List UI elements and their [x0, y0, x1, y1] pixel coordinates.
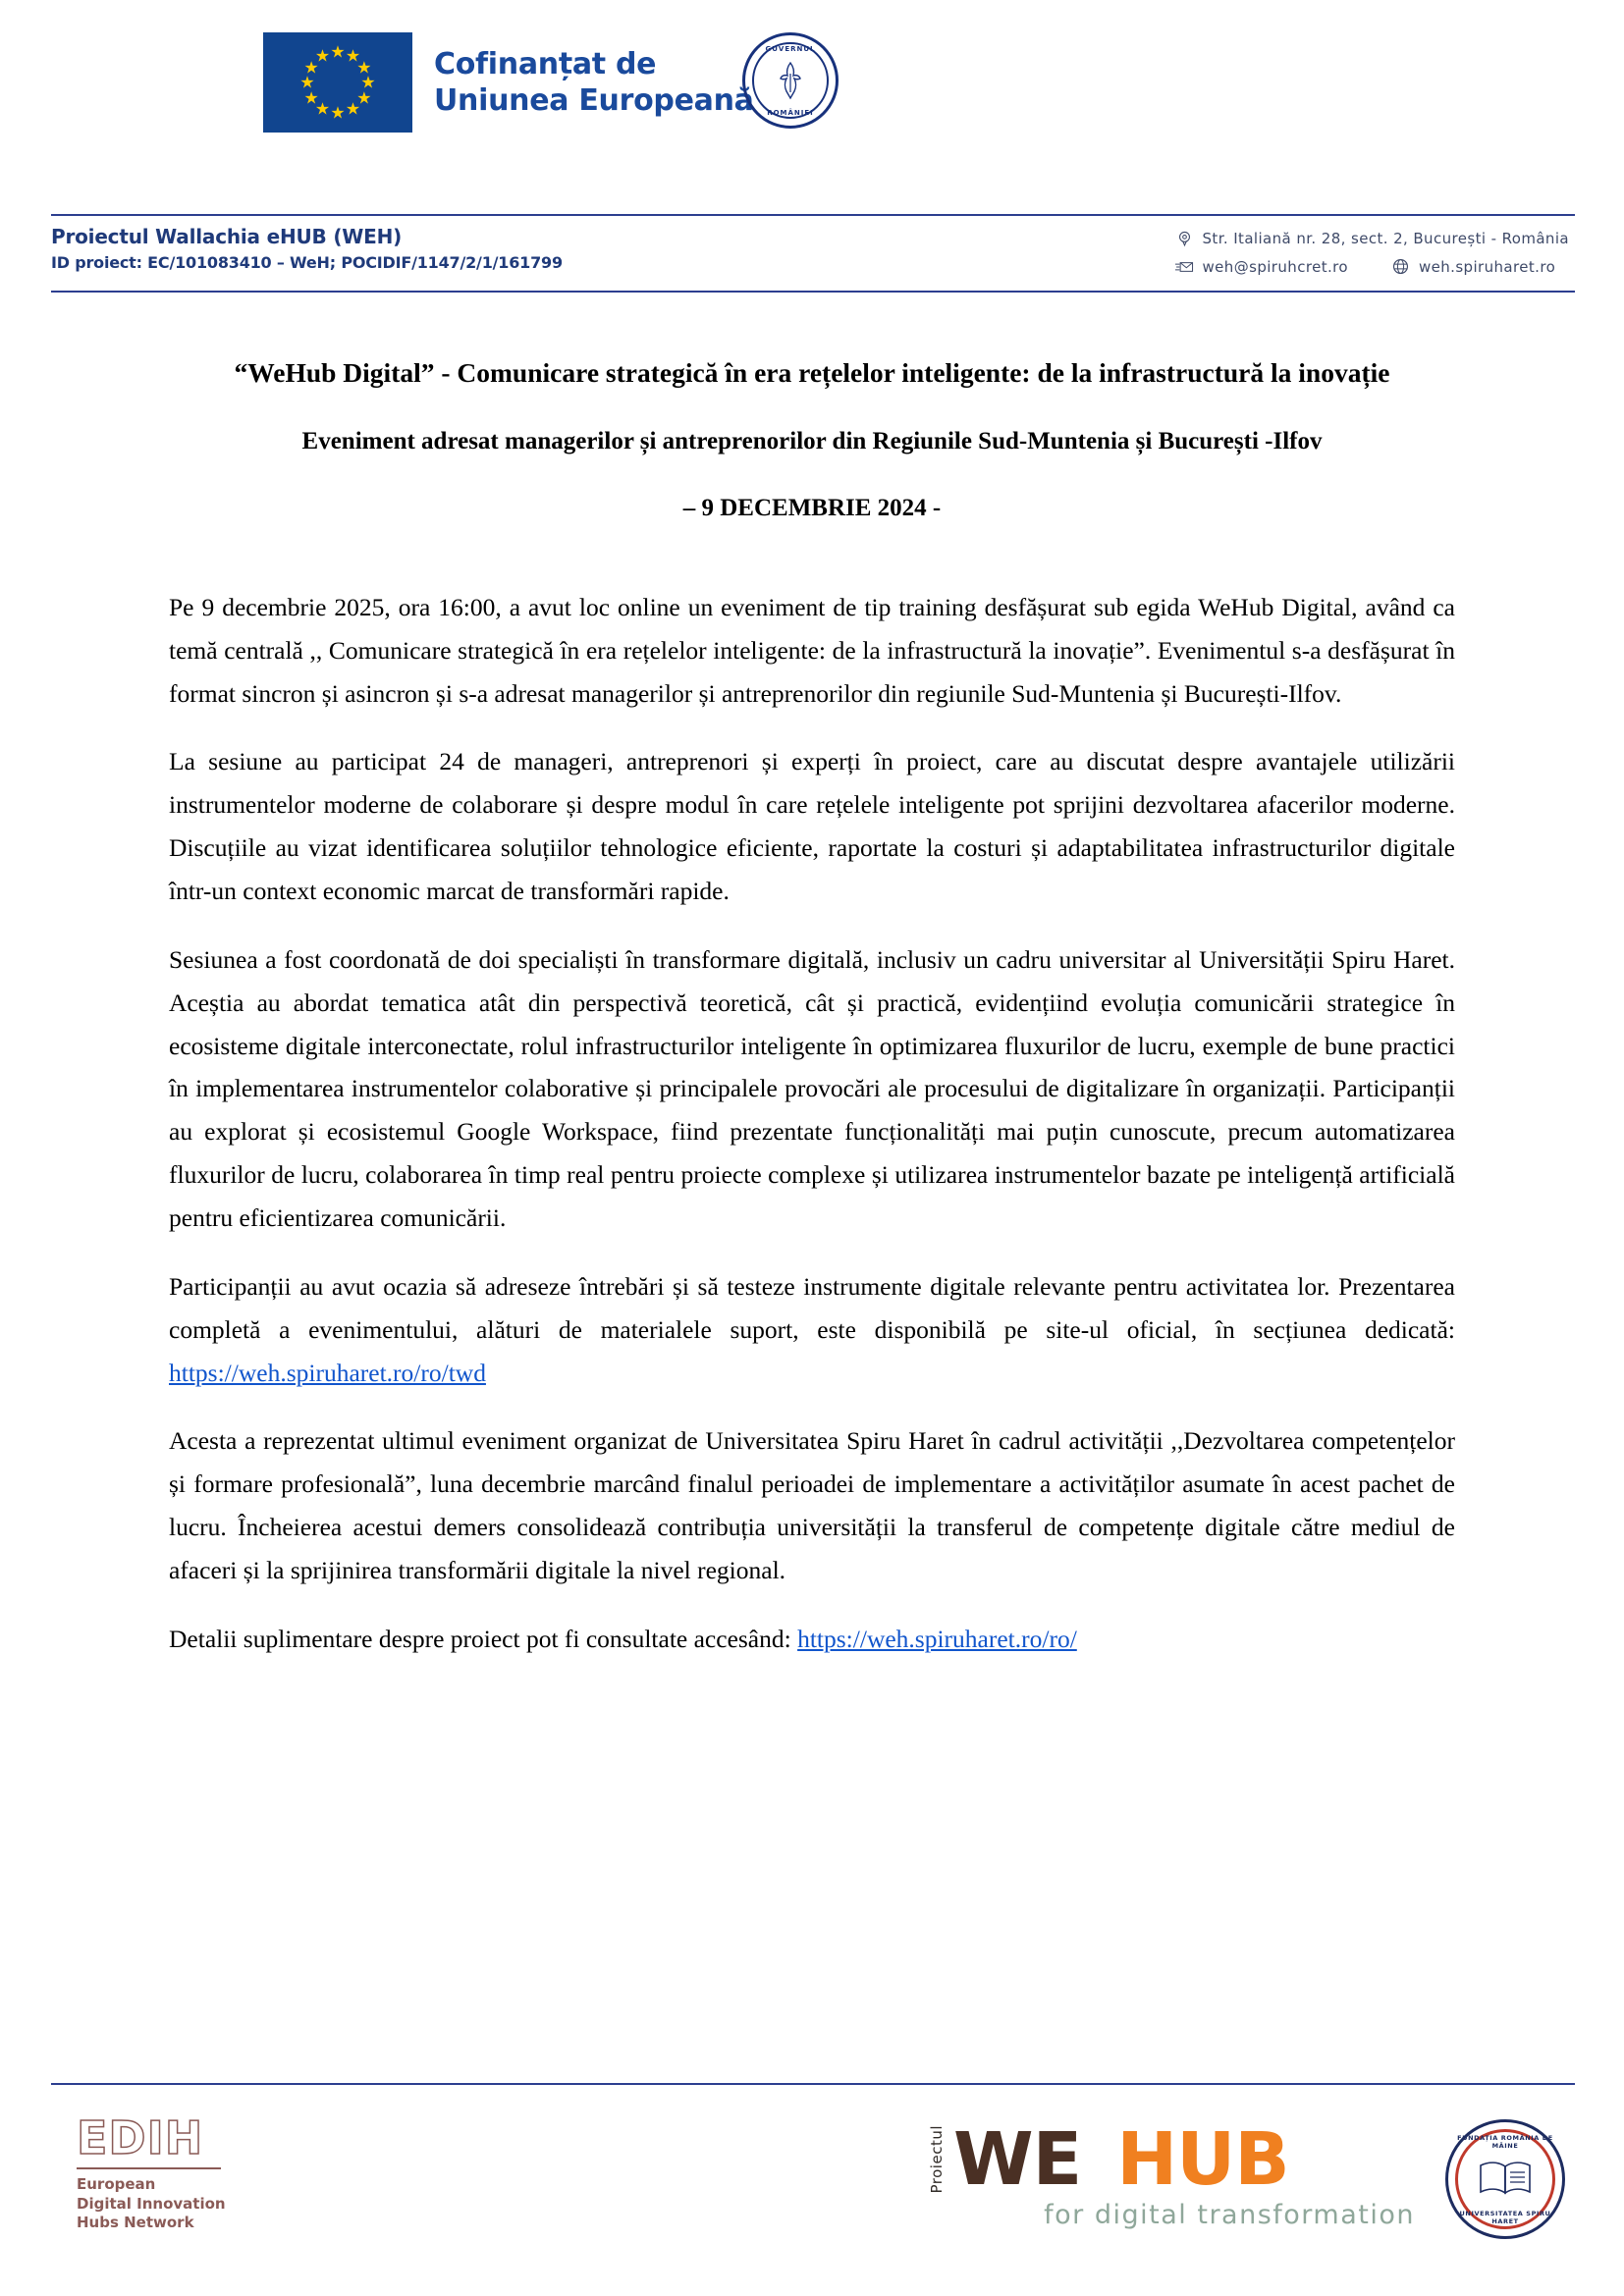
header-rule-bottom — [51, 291, 1575, 293]
eu-line-1: Cofinanțat de — [434, 46, 657, 81]
eu-cofinancing-text — [434, 46, 754, 120]
contact-address-row — [1175, 225, 1570, 253]
edih-subtitle-line-1: European — [77, 2175, 156, 2193]
spiru-haret-university-seal-icon — [1445, 2119, 1565, 2239]
edih-subtitle-line-2: Digital Innovation — [77, 2194, 226, 2213]
contact-address: Str. Italiană nr. 28, sect. 2, București - România — [1202, 230, 1569, 247]
page-subtitle: Eveniment adresat managerilor și antreprenorilor din Regiunile Sud-Muntenia și București -Ilfov — [301, 427, 1323, 454]
globe-icon — [1391, 257, 1410, 276]
eu-line-2: Uniunea Europeană — [434, 83, 754, 118]
contact-website[interactable]: weh.spiruharet.ro — [1418, 257, 1556, 276]
event-date: – 9 DECEMBRIE 2024 - — [682, 494, 942, 521]
paragraph: Pe 9 decembrie 2025, ora 16:00, a avut loc online un eveniment de tip training desfășurat sub egida WeHub Digital, având ca temă centrală ,, Comunicare strategică în era rețelelor inteligente: de la infrastructură la inovație”. Evenimentul s-a desfășurat în format sincron și asincron și s-a adresat managerilor și antreprenorilor din regiunile Sud-Muntenia și București-Ilfov. — [169, 592, 1455, 708]
document-content — [169, 353, 1455, 1661]
paragraph-text: Participanții au avut ocazia să adreseze întrebări și să testeze instrumente digitale relevante pentru activitatea lor. Prezentarea completă a evenimentului, alături de materialele suport, este disponibilă pe site-ul oficial, în secțiunea dedicată: — [169, 1271, 1455, 1344]
project-details-link[interactable]: https://weh.spiruharet.ro/ro/ — [797, 1624, 1077, 1653]
project-id: ID proiect: EC/101083410 – WeH; POCIDIF/1147/2/1/161799 — [51, 253, 563, 272]
body-paragraphs — [169, 586, 1455, 1661]
paragraph: Sesiunea a fost coordonată de doi specialiști în transformare digitală, inclusiv un cadru universitar al Universității Spiru Haret. Aceștia au abordat tematica atât din perspectivă teoretică, cât și practică, evidențiind evoluția comunicării strategice în ecosisteme digitale interconectate, rolul infrastructurilor inteligente în optimizarea fluxurilor de lucru, exemple de bune practici în implementarea instrumentelor colaborative și principalele provocări ale procesului de digitalizare în organizații. Participanții au explorat și ecosistemul Google Workspace, fiind prezentate funcționalități mai puțin cunoscute, precum automatizarea fluxurilor de lucru, colaborarea în timp real pentru proiecte complexe și utilizarea instrumentelor bazate pe inteligență artificială pentru eficientizarea comunicării. — [169, 944, 1455, 1233]
contact-email[interactable]: weh@spiruhcret.ro — [1202, 257, 1348, 276]
eu-star-icon: ★ — [360, 73, 376, 92]
envelope-icon — [1175, 257, 1194, 276]
seal-bottom-text: ROMÂNIEI — [767, 109, 814, 117]
footer-logo-band — [0, 2111, 1624, 2296]
header-rule-top — [51, 214, 1575, 216]
ush-bottom-text: UNIVERSITATEA SPIRU HARET — [1459, 2210, 1551, 2225]
edih-subtitle-line-3: Hubs Network — [77, 2214, 194, 2231]
eagle-icon — [776, 60, 805, 101]
eu-flag-icon — [263, 32, 412, 133]
presentation-link[interactable]: https://weh.spiruharet.ro/ro/twd — [169, 1358, 486, 1387]
eu-cofinancing-logo — [263, 32, 754, 133]
location-pin-icon — [1175, 230, 1194, 248]
wehub-we-text: WE — [953, 2117, 1082, 2202]
contact-details — [1175, 225, 1570, 281]
eu-star-icon: ★ — [345, 46, 361, 66]
wehub-hub-text: HUB — [1116, 2117, 1289, 2202]
wehub-wordmark-row — [928, 2117, 1419, 2202]
edih-subtitle — [77, 2175, 273, 2233]
edih-logo — [77, 2111, 273, 2233]
eu-star-icon: ★ — [356, 88, 372, 107]
eu-star-icon: ★ — [356, 58, 372, 77]
eu-star-icon: ★ — [330, 42, 346, 62]
edih-wordmark: EDIH — [77, 2111, 204, 2164]
header-logo-band — [0, 0, 1624, 196]
paragraph-text: Detalii suplimentare despre proiect pot fi consultate accesând: — [169, 1624, 798, 1653]
wehub-logo — [928, 2117, 1419, 2231]
eu-star-icon: ★ — [345, 99, 361, 119]
project-title: Proiectul Wallachia eHUB (WEH) — [51, 225, 403, 248]
romanian-government-seal-icon — [742, 32, 839, 129]
project-info-bar — [51, 221, 1575, 290]
paragraph-with-link — [169, 1618, 1455, 1661]
seal-top-text: GUVERNUL — [765, 45, 816, 53]
paragraph: La sesiune au participat 24 de manageri, antreprenori și experți în proiect, care au discutat despre avantajele utilizării instrumentelor moderne de colaborare și despre modul în care rețelele inteligente pot sprijini dezvoltarea afacerilor moderne. Discuțiile au vizat identificarea soluțiilor tehnologice eficiente, raportate la costuri și adaptabilitatea infrastructurilor digitale într-un context economic marcat de transformări rapide. — [169, 747, 1455, 906]
eu-star-icon: ★ — [330, 103, 346, 123]
ush-top-text: FUNDAȚIA ROMÂNIA DE MÂINE — [1457, 2134, 1553, 2150]
project-identity — [51, 224, 563, 274]
paragraph-with-link — [169, 1265, 1455, 1395]
eu-star-icon: ★ — [314, 99, 331, 119]
contact-email-web-row — [1175, 253, 1570, 282]
edih-divider — [77, 2167, 221, 2169]
eu-star-icon: ★ — [303, 58, 319, 77]
footer-rule — [51, 2083, 1575, 2085]
wehub-tagline: for digital transformation — [1044, 2200, 1415, 2231]
eu-star-icon: ★ — [299, 73, 315, 92]
eu-star-icon: ★ — [314, 46, 331, 66]
eu-star-icon: ★ — [303, 88, 319, 107]
paragraph: Acesta a reprezentat ultimul eveniment organizat de Universitatea Spiru Haret în cadrul activității ,,Dezvoltarea competențelor și formare profesională”, luna decembrie marcând finalul perioadei de implementare a activităților asumate în acest pachet de lucru. Încheierea acestui demers consolidează contribuția universității la transferul de competențe digitale către mediul de afaceri și la sprijinirea transformării digitale la nivel regional. — [169, 1426, 1455, 1585]
page-title: “WeHub Digital” - Comunicare strategică în era rețelelor inteligente: de la infrastructură la inovație — [234, 357, 1390, 388]
wehub-proiectul-label: Proiectul — [928, 2125, 946, 2194]
open-book-icon — [1475, 2159, 1536, 2200]
